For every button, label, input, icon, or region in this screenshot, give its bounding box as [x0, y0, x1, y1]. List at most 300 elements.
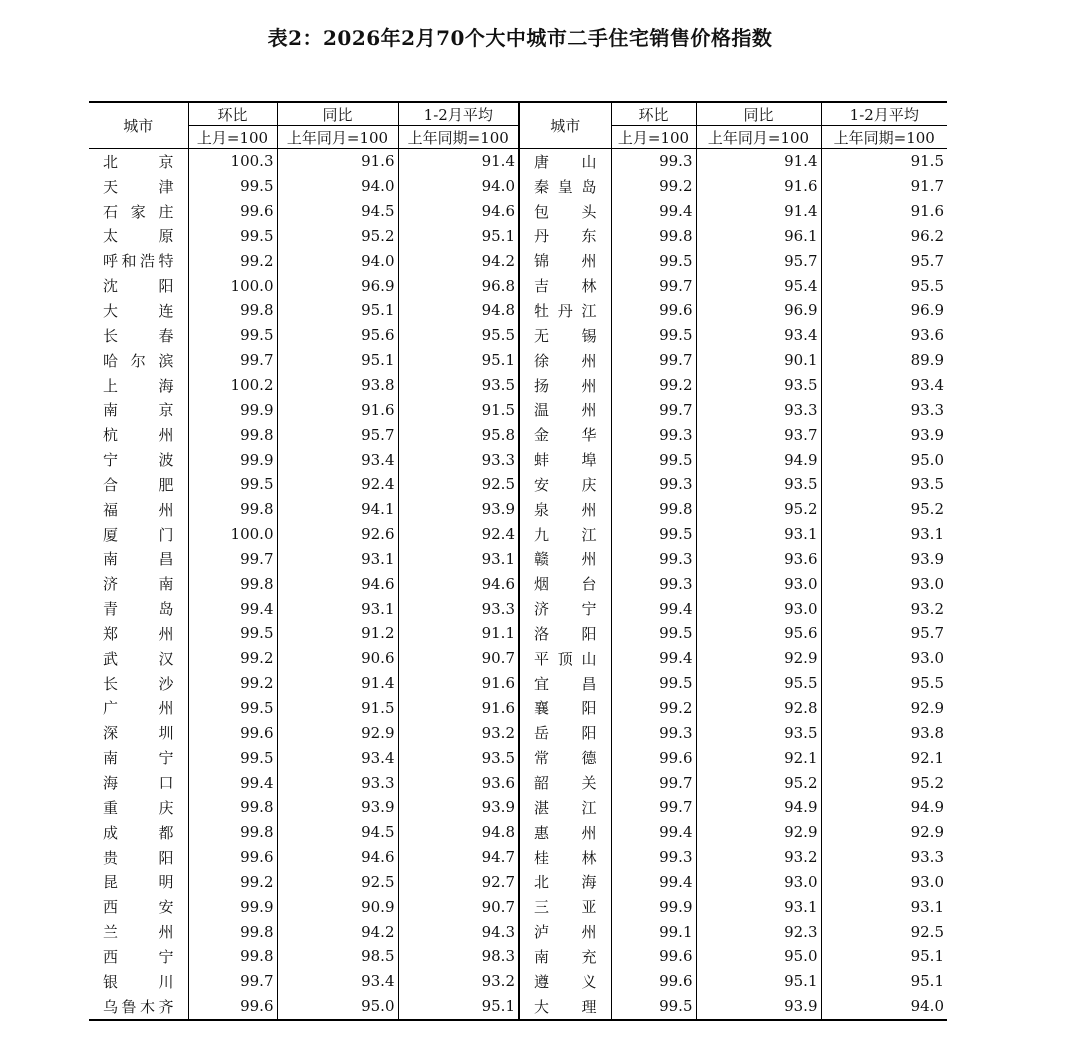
left-mom-cell: 99.7 [188, 348, 277, 373]
left-mom-cell: 99.8 [188, 820, 277, 845]
mom-header-left: 环比 [188, 102, 277, 126]
left-mom-cell: 99.5 [188, 224, 277, 249]
left-yoy-cell: 94.6 [277, 845, 398, 870]
left-mom-cell: 100.2 [188, 373, 277, 398]
left-city-cell: 海口 [103, 774, 174, 793]
right-yoy-cell: 90.1 [696, 348, 821, 373]
right-city-cell: 丹东 [519, 224, 611, 249]
right-yoy-cell: 93.5 [696, 472, 821, 497]
left-avg-cell: 95.1 [398, 994, 519, 1020]
right-mom-cell: 99.2 [611, 696, 696, 721]
left-mom-cell: 99.8 [188, 919, 277, 944]
left-avg-cell: 98.3 [398, 944, 519, 969]
left-city-cell: 天津 [103, 177, 174, 196]
right-avg-cell: 93.9 [821, 547, 947, 572]
right-avg-cell: 94.0 [821, 994, 947, 1020]
right-mom-cell: 99.5 [611, 671, 696, 696]
right-avg-cell: 95.2 [821, 770, 947, 795]
table-body [89, 149, 947, 1020]
left-yoy-cell: 91.6 [277, 397, 398, 422]
right-city-cell: 常德 [519, 745, 611, 770]
left-yoy-cell: 94.0 [277, 248, 398, 273]
left-yoy-cell: 93.4 [277, 969, 398, 994]
left-mom-cell: 99.8 [188, 944, 277, 969]
table-row [89, 894, 947, 919]
left-city-cell: 南昌 [103, 550, 174, 569]
right-city-cell: 惠州 [519, 820, 611, 845]
left-mom-cell: 99.7 [188, 969, 277, 994]
left-mom-cell: 99.5 [188, 472, 277, 497]
left-avg-cell: 93.1 [398, 547, 519, 572]
left-avg-cell: 94.0 [398, 174, 519, 199]
left-city-cell: 兰州 [103, 923, 174, 942]
left-city-cell: 杭州 [103, 426, 174, 445]
left-mom-cell: 100.0 [188, 522, 277, 547]
table-row [89, 969, 947, 994]
left-city-cell: 上海 [103, 376, 174, 395]
left-yoy-cell: 92.6 [277, 522, 398, 547]
left-avg-cell: 94.6 [398, 199, 519, 224]
left-avg-cell: 96.8 [398, 273, 519, 298]
right-yoy-cell: 93.5 [696, 373, 821, 398]
right-avg-cell: 95.2 [821, 497, 947, 522]
right-yoy-cell: 93.1 [696, 522, 821, 547]
right-city-cell: 锦州 [519, 248, 611, 273]
left-avg-cell: 93.9 [398, 795, 519, 820]
right-yoy-cell: 92.9 [696, 646, 821, 671]
right-city-cell: 赣州 [519, 547, 611, 572]
table-row [89, 621, 947, 646]
right-yoy-cell: 96.9 [696, 298, 821, 323]
table-row [89, 447, 947, 472]
table-row [89, 348, 947, 373]
left-yoy-cell: 91.4 [277, 671, 398, 696]
left-mom-cell: 99.2 [188, 646, 277, 671]
left-yoy-cell: 93.9 [277, 795, 398, 820]
left-city-cell: 昆明 [103, 873, 174, 892]
left-avg-cell: 94.6 [398, 571, 519, 596]
table-row [89, 149, 947, 174]
left-city-cell: 宁波 [103, 451, 174, 470]
table-row [89, 671, 947, 696]
left-avg-cell: 93.3 [398, 596, 519, 621]
right-mom-cell: 99.3 [611, 571, 696, 596]
table-row [89, 919, 947, 944]
left-yoy-cell: 95.6 [277, 323, 398, 348]
left-avg-cell: 94.8 [398, 298, 519, 323]
left-avg-cell: 91.1 [398, 621, 519, 646]
right-yoy-cell: 95.2 [696, 497, 821, 522]
right-mom-cell: 99.3 [611, 472, 696, 497]
left-city-cell: 合肥 [103, 475, 174, 494]
yoy-header-right: 同比 [696, 102, 821, 126]
left-yoy-cell: 94.6 [277, 571, 398, 596]
right-yoy-cell: 91.6 [696, 174, 821, 199]
right-yoy-cell: 93.5 [696, 720, 821, 745]
right-yoy-cell: 91.4 [696, 149, 821, 174]
right-yoy-cell: 95.5 [696, 671, 821, 696]
price-index-table [89, 101, 947, 1021]
right-city-cell: 北海 [519, 869, 611, 894]
city-header-right: 城市 [519, 102, 611, 149]
left-city-cell: 南京 [103, 401, 174, 420]
right-avg-cell: 92.1 [821, 745, 947, 770]
left-yoy-cell: 95.0 [277, 994, 398, 1020]
left-yoy-cell: 98.5 [277, 944, 398, 969]
left-avg-cell: 91.4 [398, 149, 519, 174]
left-city-cell: 郑州 [103, 624, 174, 643]
avg-base-left: 上年同期=100 [398, 126, 519, 149]
table-row [89, 422, 947, 447]
left-avg-cell: 90.7 [398, 894, 519, 919]
right-mom-cell: 99.7 [611, 273, 696, 298]
yoy-header-left: 同比 [277, 102, 398, 126]
left-city-cell: 北京 [103, 152, 174, 171]
left-avg-cell: 93.5 [398, 745, 519, 770]
table-row [89, 795, 947, 820]
left-city-cell: 银川 [103, 972, 174, 991]
mom-header-right: 环比 [611, 102, 696, 126]
right-city-cell: 平顶山 [519, 646, 611, 671]
left-mom-cell: 100.0 [188, 273, 277, 298]
table-row [89, 770, 947, 795]
left-avg-cell: 95.5 [398, 323, 519, 348]
right-avg-cell: 89.9 [821, 348, 947, 373]
left-mom-cell: 99.8 [188, 497, 277, 522]
right-city-cell: 洛阳 [519, 621, 611, 646]
right-yoy-cell: 95.1 [696, 969, 821, 994]
left-yoy-cell: 93.4 [277, 447, 398, 472]
right-yoy-cell: 93.7 [696, 422, 821, 447]
right-city-cell: 温州 [519, 397, 611, 422]
left-mom-cell: 99.5 [188, 323, 277, 348]
left-mom-cell: 99.2 [188, 671, 277, 696]
right-avg-cell: 95.0 [821, 447, 947, 472]
left-mom-cell: 99.8 [188, 298, 277, 323]
left-city-cell: 武汉 [103, 649, 174, 668]
right-mom-cell: 99.7 [611, 397, 696, 422]
right-mom-cell: 99.4 [611, 869, 696, 894]
right-city-cell: 泉州 [519, 497, 611, 522]
right-yoy-cell: 92.1 [696, 745, 821, 770]
table-row [89, 994, 947, 1020]
right-mom-cell: 99.6 [611, 969, 696, 994]
left-avg-cell: 93.5 [398, 373, 519, 398]
right-yoy-cell: 92.9 [696, 820, 821, 845]
table-row [89, 522, 947, 547]
left-yoy-cell: 94.2 [277, 919, 398, 944]
left-city-cell: 哈尔滨 [103, 351, 174, 370]
right-mom-cell: 99.2 [611, 174, 696, 199]
right-mom-cell: 99.3 [611, 422, 696, 447]
right-mom-cell: 99.8 [611, 497, 696, 522]
right-mom-cell: 99.7 [611, 348, 696, 373]
left-yoy-cell: 91.2 [277, 621, 398, 646]
right-yoy-cell: 93.6 [696, 547, 821, 572]
table-row [89, 199, 947, 224]
left-yoy-cell: 93.4 [277, 745, 398, 770]
right-yoy-cell: 95.7 [696, 248, 821, 273]
table-row [89, 720, 947, 745]
right-city-cell: 襄阳 [519, 696, 611, 721]
table-row [89, 397, 947, 422]
table-row [89, 248, 947, 273]
right-avg-cell: 93.5 [821, 472, 947, 497]
right-avg-cell: 93.2 [821, 596, 947, 621]
left-mom-cell: 99.2 [188, 869, 277, 894]
table-row [89, 571, 947, 596]
right-city-cell: 遵义 [519, 969, 611, 994]
left-mom-cell: 99.9 [188, 447, 277, 472]
right-city-cell: 岳阳 [519, 720, 611, 745]
right-mom-cell: 99.5 [611, 994, 696, 1020]
left-city-cell: 乌鲁木齐 [89, 994, 188, 1020]
left-mom-cell: 99.9 [188, 894, 277, 919]
left-mom-cell: 99.5 [188, 696, 277, 721]
right-yoy-cell: 92.8 [696, 696, 821, 721]
left-yoy-cell: 93.1 [277, 596, 398, 621]
left-city-cell: 厦门 [103, 525, 174, 544]
header-row-base [89, 126, 947, 149]
left-mom-cell: 99.5 [188, 745, 277, 770]
left-yoy-cell: 92.5 [277, 869, 398, 894]
table-row [89, 472, 947, 497]
right-yoy-cell: 95.4 [696, 273, 821, 298]
right-mom-cell: 99.3 [611, 149, 696, 174]
left-yoy-cell: 96.9 [277, 273, 398, 298]
right-yoy-cell: 95.0 [696, 944, 821, 969]
left-yoy-cell: 94.5 [277, 199, 398, 224]
right-avg-cell: 91.6 [821, 199, 947, 224]
left-avg-cell: 90.7 [398, 646, 519, 671]
right-mom-cell: 99.6 [611, 745, 696, 770]
right-avg-cell: 93.3 [821, 397, 947, 422]
left-yoy-cell: 95.1 [277, 298, 398, 323]
table-row [89, 373, 947, 398]
left-city-cell: 深圳 [103, 724, 174, 743]
right-city-cell: 三亚 [519, 894, 611, 919]
left-mom-cell: 99.5 [188, 621, 277, 646]
right-yoy-cell: 93.3 [696, 397, 821, 422]
right-yoy-cell: 95.6 [696, 621, 821, 646]
left-yoy-cell: 94.1 [277, 497, 398, 522]
right-yoy-cell: 93.0 [696, 869, 821, 894]
avg-base-right: 上年同期=100 [821, 126, 947, 149]
left-mom-cell: 99.6 [188, 720, 277, 745]
left-mom-cell: 99.7 [188, 547, 277, 572]
right-city-cell: 湛江 [519, 795, 611, 820]
right-mom-cell: 99.5 [611, 621, 696, 646]
left-mom-cell: 99.8 [188, 422, 277, 447]
right-mom-cell: 99.3 [611, 720, 696, 745]
left-avg-cell: 94.8 [398, 820, 519, 845]
right-avg-cell: 93.3 [821, 845, 947, 870]
right-yoy-cell: 93.4 [696, 323, 821, 348]
right-city-cell: 大理 [519, 994, 611, 1020]
table-row [89, 298, 947, 323]
table-row [89, 869, 947, 894]
right-mom-cell: 99.5 [611, 323, 696, 348]
right-avg-cell: 91.7 [821, 174, 947, 199]
left-avg-cell: 93.2 [398, 720, 519, 745]
right-yoy-cell: 92.3 [696, 919, 821, 944]
left-yoy-cell: 95.1 [277, 348, 398, 373]
right-avg-cell: 93.8 [821, 720, 947, 745]
left-avg-cell: 92.7 [398, 869, 519, 894]
table-row [89, 323, 947, 348]
table-row [89, 596, 947, 621]
right-mom-cell: 99.5 [611, 447, 696, 472]
left-city-cell: 长春 [103, 326, 174, 345]
left-city-cell: 青岛 [103, 600, 174, 619]
right-city-cell: 韶关 [519, 770, 611, 795]
left-city-cell: 南宁 [103, 749, 174, 768]
table-row [89, 696, 947, 721]
right-mom-cell: 99.5 [611, 248, 696, 273]
table-row [89, 174, 947, 199]
left-city-cell: 贵阳 [103, 848, 174, 867]
mom-base-left: 上月=100 [188, 126, 277, 149]
left-avg-cell: 95.8 [398, 422, 519, 447]
right-avg-cell: 91.5 [821, 149, 947, 174]
left-city-cell: 重庆 [103, 798, 174, 817]
left-city-cell: 大连 [103, 301, 174, 320]
left-mom-cell: 99.9 [188, 397, 277, 422]
table-row [89, 497, 947, 522]
right-mom-cell: 99.8 [611, 224, 696, 249]
right-yoy-cell: 93.1 [696, 894, 821, 919]
left-city-cell: 沈阳 [103, 277, 174, 296]
right-avg-cell: 92.9 [821, 696, 947, 721]
right-city-cell: 烟台 [519, 571, 611, 596]
right-avg-cell: 96.9 [821, 298, 947, 323]
right-mom-cell: 99.5 [611, 522, 696, 547]
right-city-cell: 济宁 [519, 596, 611, 621]
left-yoy-cell: 93.1 [277, 547, 398, 572]
left-avg-cell: 94.7 [398, 845, 519, 870]
left-avg-cell: 95.1 [398, 224, 519, 249]
left-yoy-cell: 90.6 [277, 646, 398, 671]
left-yoy-cell: 95.7 [277, 422, 398, 447]
left-avg-cell: 93.6 [398, 770, 519, 795]
right-avg-cell: 95.7 [821, 248, 947, 273]
right-avg-cell: 95.1 [821, 969, 947, 994]
right-yoy-cell: 91.4 [696, 199, 821, 224]
left-mom-cell: 99.2 [188, 248, 277, 273]
left-city-cell: 石家庄 [103, 202, 174, 221]
right-yoy-cell: 93.2 [696, 845, 821, 870]
right-mom-cell: 99.3 [611, 547, 696, 572]
left-yoy-cell: 92.9 [277, 720, 398, 745]
right-avg-cell: 95.5 [821, 273, 947, 298]
left-mom-cell: 99.6 [188, 199, 277, 224]
right-mom-cell: 99.4 [611, 596, 696, 621]
right-mom-cell: 99.4 [611, 199, 696, 224]
right-city-cell: 秦皇岛 [519, 174, 611, 199]
left-avg-cell: 92.5 [398, 472, 519, 497]
right-city-cell: 无锡 [519, 323, 611, 348]
table-row [89, 273, 947, 298]
left-avg-cell: 91.5 [398, 397, 519, 422]
right-yoy-cell: 96.1 [696, 224, 821, 249]
right-mom-cell: 99.6 [611, 298, 696, 323]
right-yoy-cell: 93.0 [696, 571, 821, 596]
left-yoy-cell: 90.9 [277, 894, 398, 919]
right-mom-cell: 99.4 [611, 646, 696, 671]
left-avg-cell: 93.2 [398, 969, 519, 994]
left-yoy-cell: 94.5 [277, 820, 398, 845]
left-yoy-cell: 92.4 [277, 472, 398, 497]
right-city-cell: 唐山 [519, 149, 611, 174]
right-yoy-cell: 94.9 [696, 447, 821, 472]
right-avg-cell: 93.0 [821, 571, 947, 596]
left-yoy-cell: 93.8 [277, 373, 398, 398]
right-yoy-cell: 93.9 [696, 994, 821, 1020]
left-avg-cell: 91.6 [398, 671, 519, 696]
right-avg-cell: 93.1 [821, 522, 947, 547]
right-city-cell: 扬州 [519, 373, 611, 398]
left-avg-cell: 91.6 [398, 696, 519, 721]
right-mom-cell: 99.3 [611, 845, 696, 870]
right-avg-cell: 96.2 [821, 224, 947, 249]
right-mom-cell: 99.7 [611, 795, 696, 820]
left-avg-cell: 94.3 [398, 919, 519, 944]
right-mom-cell: 99.7 [611, 770, 696, 795]
right-avg-cell: 93.6 [821, 323, 947, 348]
table-row [89, 745, 947, 770]
right-city-cell: 吉林 [519, 273, 611, 298]
table-row [89, 224, 947, 249]
right-city-cell: 金华 [519, 422, 611, 447]
right-avg-cell: 95.5 [821, 671, 947, 696]
header-row-group [89, 102, 947, 126]
right-city-cell: 九江 [519, 522, 611, 547]
left-city-cell: 呼和浩特 [103, 252, 174, 271]
left-avg-cell: 92.4 [398, 522, 519, 547]
right-city-cell: 蚌埠 [519, 447, 611, 472]
right-mom-cell: 99.2 [611, 373, 696, 398]
table-title: 表2：2026年2月70个大中城市二手住宅销售价格指数 [267, 26, 773, 50]
left-city-cell: 太原 [103, 227, 174, 246]
left-city-cell: 济南 [103, 575, 174, 594]
table-row [89, 944, 947, 969]
table-row [89, 820, 947, 845]
yoy-base-right: 上年同月=100 [696, 126, 821, 149]
city-header-left: 城市 [89, 102, 188, 149]
left-yoy-cell: 94.0 [277, 174, 398, 199]
left-yoy-cell: 95.2 [277, 224, 398, 249]
left-mom-cell: 100.3 [188, 149, 277, 174]
left-city-cell: 成都 [103, 823, 174, 842]
right-avg-cell: 95.1 [821, 944, 947, 969]
left-avg-cell: 95.1 [398, 348, 519, 373]
avg-header-right: 1-2月平均 [821, 102, 947, 126]
left-yoy-cell: 91.5 [277, 696, 398, 721]
left-mom-cell: 99.6 [188, 845, 277, 870]
left-mom-cell: 99.5 [188, 174, 277, 199]
right-avg-cell: 93.9 [821, 422, 947, 447]
left-mom-cell: 99.4 [188, 770, 277, 795]
right-city-cell: 宜昌 [519, 671, 611, 696]
right-city-cell: 牡丹江 [519, 298, 611, 323]
yoy-base-left: 上年同月=100 [277, 126, 398, 149]
left-mom-cell: 99.8 [188, 571, 277, 596]
left-avg-cell: 93.9 [398, 497, 519, 522]
right-avg-cell: 95.7 [821, 621, 947, 646]
right-yoy-cell: 93.0 [696, 596, 821, 621]
left-avg-cell: 94.2 [398, 248, 519, 273]
left-mom-cell: 99.4 [188, 596, 277, 621]
